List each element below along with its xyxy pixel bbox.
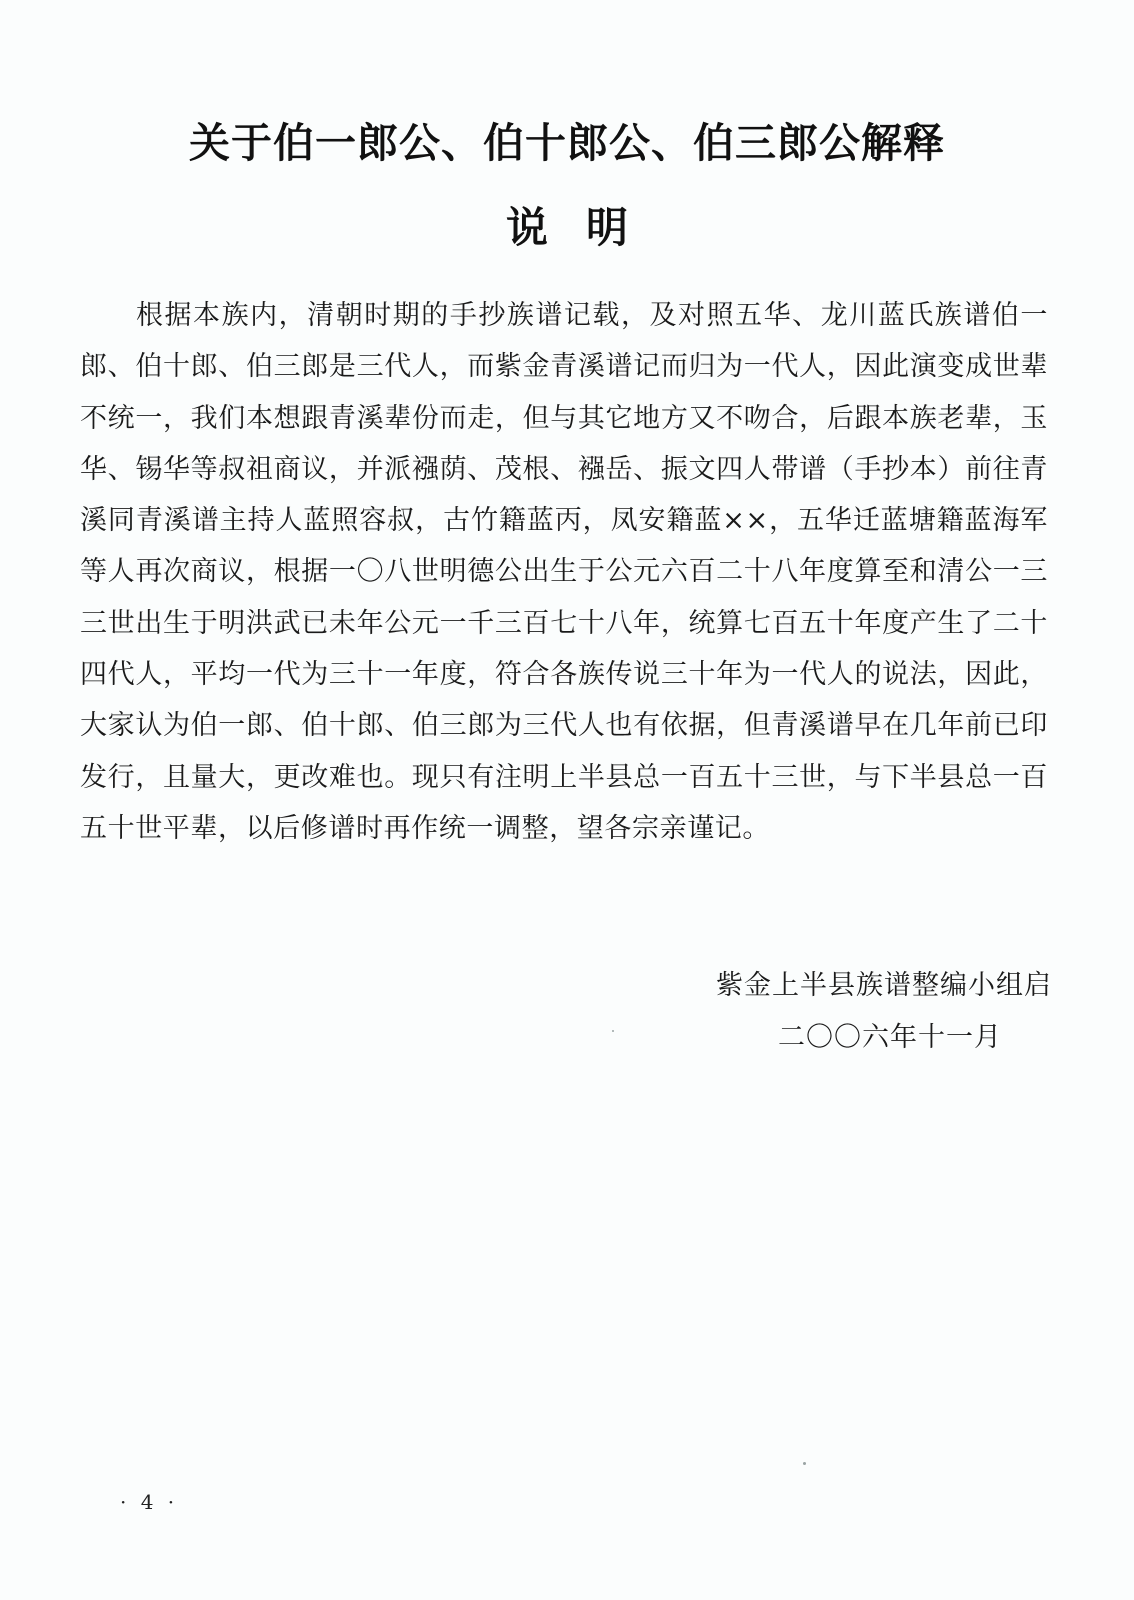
page-number: · 4 ·	[120, 1490, 179, 1514]
signature-organization: 紫金上半县族谱整编小组启	[716, 970, 1052, 1001]
document-subtitle: 说明	[505, 203, 666, 252]
signature-block	[716, 960, 1052, 1064]
document-title: 关于伯一郎公、伯十郎公、伯三郎公解释	[189, 119, 945, 167]
scan-speck	[612, 1030, 614, 1032]
signature-date: 二〇〇六年十一月	[778, 1022, 1002, 1053]
body-paragraph: 根据本族内，清朝时期的手抄族谱记载，及对照五华、龙川蓝氏族谱伯一郎、伯十郎、伯三郎是三代人，而紫金青溪谱记而归为一代人，因此演变成世辈不统一，我们本想跟青溪辈份而走，但与其它地方又不吻合，后跟本族老辈，玉华、锡华等叔祖商议，并派襁荫、茂根、襁岳、振文四人带谱（手抄本）前往青溪同青溪谱主持人蓝照容叔，古竹籍蓝丙，凤安籍蓝××，五华迁蓝塘籍蓝海军等人再次商议，根据一〇八世明德公出生于公元六百二十八年度算至和清公一三三世出生于明洪武已未年公元一千三百七十八年，统算七百五十年度产生了二十四代人，平均一代为三十一年度，符合各族传说三十年为一代人的说法，因此，大家认为伯一郎、伯十郎、伯三郎为三代人也有依据，但青溪谱早在几年前已印发行，且量大，更改难也。现只有注明上半县总一百五十三世，与下半县总一百五十世平辈，以后修谱时再作统一调整，望各宗亲谨记。	[80, 300, 1048, 844]
scan-speck	[803, 1462, 806, 1465]
